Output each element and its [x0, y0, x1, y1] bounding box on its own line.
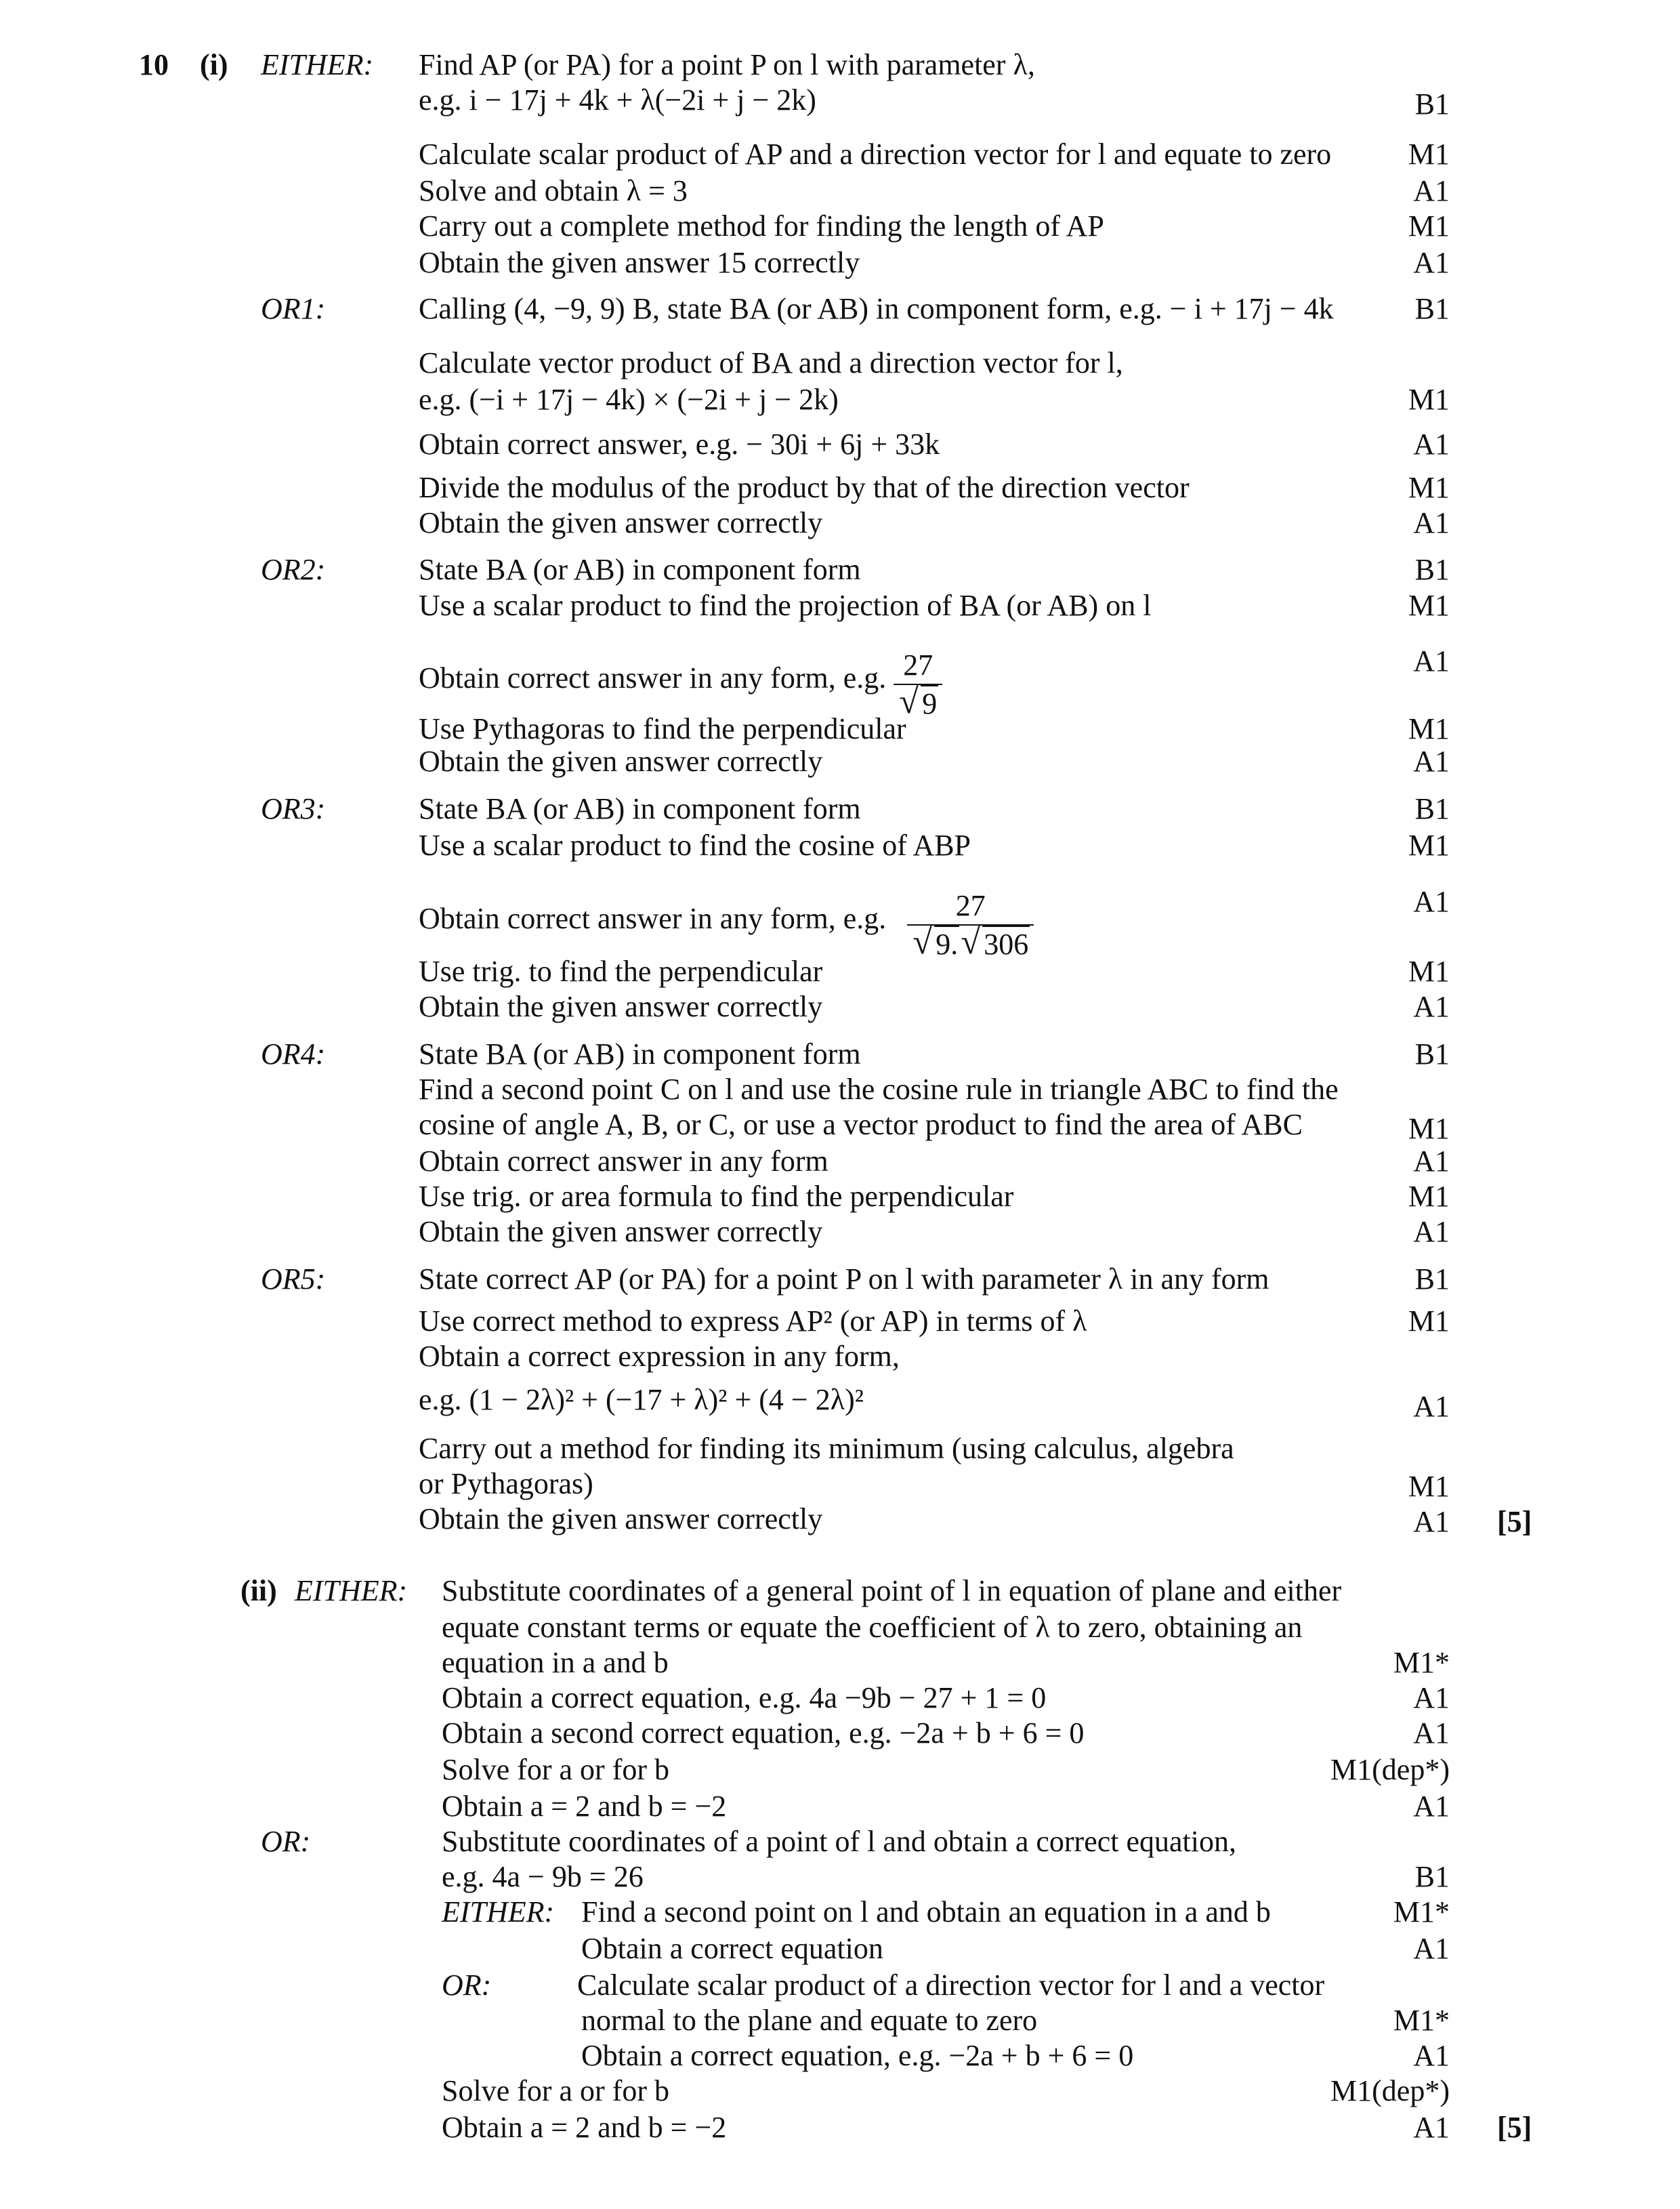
or3-line-4: Use trig. to find the perpendicular [419, 955, 823, 988]
ii-either-line-6: Solve for a or for b [442, 1753, 670, 1786]
or3-label: OR3: [261, 792, 326, 825]
square-root [911, 923, 959, 963]
or2-line-4: Use Pythagoras to find the perpendicular [419, 712, 906, 745]
mark: M1* [1393, 1895, 1450, 1928]
ii-either-line-5: Obtain a second correct equation, e.g. −2a + b + 6 = 0 [442, 1716, 1085, 1750]
ii-final-line-2: Obtain a = 2 and b = −2 [442, 2111, 727, 2144]
or3-line-2: Use a scalar product to find the cosine of ABP [419, 829, 971, 862]
ii-sub-either-line-2: Obtain a correct equation [581, 1932, 883, 1965]
part-i-label: (i) [200, 48, 228, 81]
or2-line-1: State BA (or AB) in component form [419, 553, 861, 586]
mark: A1 [1413, 885, 1450, 918]
question-number: 10 [139, 48, 169, 81]
or5-line-7: Obtain the given answer correctly [419, 1502, 823, 1535]
or5-line-5: Carry out a method for finding its minimum (using calculus, algebra [419, 1432, 1234, 1465]
mark: B1 [1414, 1860, 1450, 1893]
mark: M1 [1408, 383, 1450, 416]
ii-either-line-4: Obtain a correct equation, e.g. 4a −9b − 27 + 1 = 0 [442, 1681, 1047, 1714]
mark: M1(dep*) [1330, 2074, 1450, 2107]
or2-line-3-text: Obtain correct answer in any form, e.g. [419, 661, 887, 695]
ii-sub-or-line-2: normal to the plane and equate to zero [581, 2004, 1038, 2037]
ii-either-line-2: equate constant terms or equate the coefficient of λ to zero, obtaining an [442, 1611, 1303, 1644]
either-line-4: Solve and obtain λ = 3 [419, 174, 688, 207]
mark: B1 [1414, 292, 1450, 325]
or2-line-5: Obtain the given answer correctly [419, 745, 823, 778]
or1-label: OR1: [261, 292, 326, 325]
either-line-1: Find AP (or PA) for a point P on l with parameter λ, [419, 48, 1035, 81]
or4-line-6: Obtain the given answer correctly [419, 1215, 823, 1248]
mark: M1 [1408, 1304, 1450, 1338]
ii-sub-either-line-1: Find a second point on l and obtain an equation in a and b [581, 1895, 1271, 1928]
mark: M1 [1408, 1470, 1450, 1503]
or4-line-5: Use trig. or area formula to find the perpendicular [419, 1180, 1014, 1213]
mark: A1 [1413, 246, 1450, 279]
mark: M1 [1408, 712, 1450, 745]
mark: M1 [1408, 209, 1450, 243]
square-root [959, 923, 1030, 963]
mark: M1 [1408, 1180, 1450, 1213]
mark: M1* [1393, 1646, 1450, 1679]
mark: M1 [1408, 471, 1450, 504]
ii-either-line-3: equation in a and b [442, 1646, 669, 1679]
mark: M1* [1393, 2004, 1450, 2037]
mark: A1 [1413, 1144, 1450, 1178]
either-line-5: Carry out a complete method for finding the length of AP [419, 209, 1104, 243]
mark: B1 [1414, 87, 1450, 121]
mark: A1 [1413, 1215, 1450, 1248]
mark: M1(dep*) [1330, 1753, 1450, 1786]
mark: A1 [1413, 990, 1450, 1023]
mark: A1 [1413, 644, 1450, 678]
mark: A1 [1413, 745, 1450, 778]
or2-line-2: Use a scalar product to find the projection of BA (or AB) on l [419, 589, 1152, 622]
or5-line-3: Obtain a correct expression in any form, [419, 1340, 900, 1373]
or1-line-4: Obtain correct answer, e.g. − 30i + 6j + 33k [419, 428, 940, 461]
or3-line-5: Obtain the given answer correctly [419, 990, 823, 1023]
or1-line-2: Calculate vector product of BA and a direction vector for l, [419, 346, 1123, 379]
either-line-3: Calculate scalar product of AP and a direction vector for l and equate to zero [419, 138, 1332, 171]
fraction-denominator [907, 924, 1034, 963]
or1-line-6: Obtain the given answer correctly [419, 506, 823, 539]
part-i-either-label: EITHER: [261, 48, 374, 81]
part-ii-or-label: OR: [261, 1825, 311, 1858]
radical-icon: √ [961, 923, 980, 962]
mark: A1 [1413, 1716, 1450, 1750]
either-line-2: e.g. i − 17j + 4k + λ(−2i + j − 2k) [419, 83, 816, 117]
or5-line-6: or Pythagoras) [419, 1467, 593, 1500]
radical-icon: √ [899, 682, 919, 722]
ii-final-line-1: Solve for a or for b [442, 2074, 670, 2107]
mark: A1 [1413, 1932, 1450, 1965]
mark: M1 [1408, 829, 1450, 862]
radicand: 9 [921, 685, 938, 722]
or3-line-3-text: Obtain correct answer in any form, e.g. [419, 901, 887, 935]
ii-sub-either-label: EITHER: [442, 1895, 555, 1928]
mark: A1 [1413, 2111, 1450, 2144]
either-line-6: Obtain the given answer 15 correctly [419, 246, 860, 279]
fraction-numerator: 27 [903, 648, 933, 682]
or1-line-5: Divide the modulus of the product by that of the direction vector [419, 471, 1190, 504]
or1-line-1: Calling (4, −9, 9) B, state BA (or AB) in component form, e.g. − i + 17j − 4k [419, 292, 1334, 325]
mark: B1 [1414, 1262, 1450, 1296]
fraction [907, 888, 1034, 963]
mark: A1 [1413, 174, 1450, 207]
ii-sub-or-line-1: Calculate scalar product of a direction vector for l and a vector [577, 1968, 1325, 2002]
mark: A1 [1413, 1681, 1450, 1714]
or2-label: OR2: [261, 553, 326, 586]
ii-sub-or-label: OR: [442, 1968, 492, 2002]
part-ii-either-label: EITHER: [295, 1574, 408, 1607]
mark: M1 [1408, 589, 1450, 622]
or4-line-1: State BA (or AB) in component form [419, 1037, 861, 1071]
or4-line-4: Obtain correct answer in any form [419, 1144, 828, 1178]
or2-line-3 [419, 644, 942, 722]
part-ii-total: [5] [1497, 2111, 1532, 2144]
mark: B1 [1414, 553, 1450, 586]
mark: M1 [1408, 138, 1450, 171]
mark: M1 [1408, 1112, 1450, 1145]
mark: A1 [1413, 1390, 1450, 1423]
or5-line-1: State correct AP (or PA) for a point P on l with parameter λ in any form [419, 1262, 1269, 1296]
ii-or-line-2: e.g. 4a − 9b = 26 [442, 1860, 644, 1893]
radicand: 9. [934, 926, 959, 963]
ii-or-line-1: Substitute coordinates of a point of l and obtain a correct equation, [442, 1825, 1237, 1858]
mark: A1 [1413, 428, 1450, 461]
or5-line-2: Use correct method to express AP² (or AP) in terms of λ [419, 1304, 1087, 1338]
or3-line-3 [419, 884, 1034, 962]
mark: A1 [1413, 506, 1450, 539]
mark: B1 [1414, 792, 1450, 825]
mark: A1 [1413, 1790, 1450, 1823]
or4-label: OR4: [261, 1037, 326, 1071]
mark: M1 [1408, 955, 1450, 988]
or5-label: OR5: [261, 1262, 326, 1296]
ii-either-line-1: Substitute coordinates of a general point of l in equation of plane and either [442, 1574, 1342, 1607]
mark: B1 [1414, 1037, 1450, 1071]
part-i-total: [5] [1497, 1505, 1532, 1538]
mark: A1 [1413, 1505, 1450, 1538]
or5-line-4: e.g. (1 − 2λ)² + (−17 + λ)² + (4 − 2λ)² [419, 1383, 864, 1416]
radical-icon: √ [912, 923, 932, 962]
ii-sub-or-line-3: Obtain a correct equation, e.g. −2a + b + 6 = 0 [581, 2039, 1134, 2072]
or3-line-1: State BA (or AB) in component form [419, 792, 861, 825]
or4-line-2: Find a second point C on l and use the cosine rule in triangle ABC to find the [419, 1073, 1339, 1106]
ii-either-line-7: Obtain a = 2 and b = −2 [442, 1790, 727, 1823]
fraction-numerator: 27 [955, 889, 986, 922]
mark: A1 [1413, 2039, 1450, 2072]
part-ii-label: (ii) [240, 1574, 277, 1607]
or4-line-3: cosine of angle A, B, or C, or use a vector product to find the area of ABC [419, 1108, 1303, 1141]
or1-line-3: e.g. (−i + 17j − 4k) × (−2i + j − 2k) [419, 383, 839, 416]
radicand: 306 [982, 926, 1030, 963]
